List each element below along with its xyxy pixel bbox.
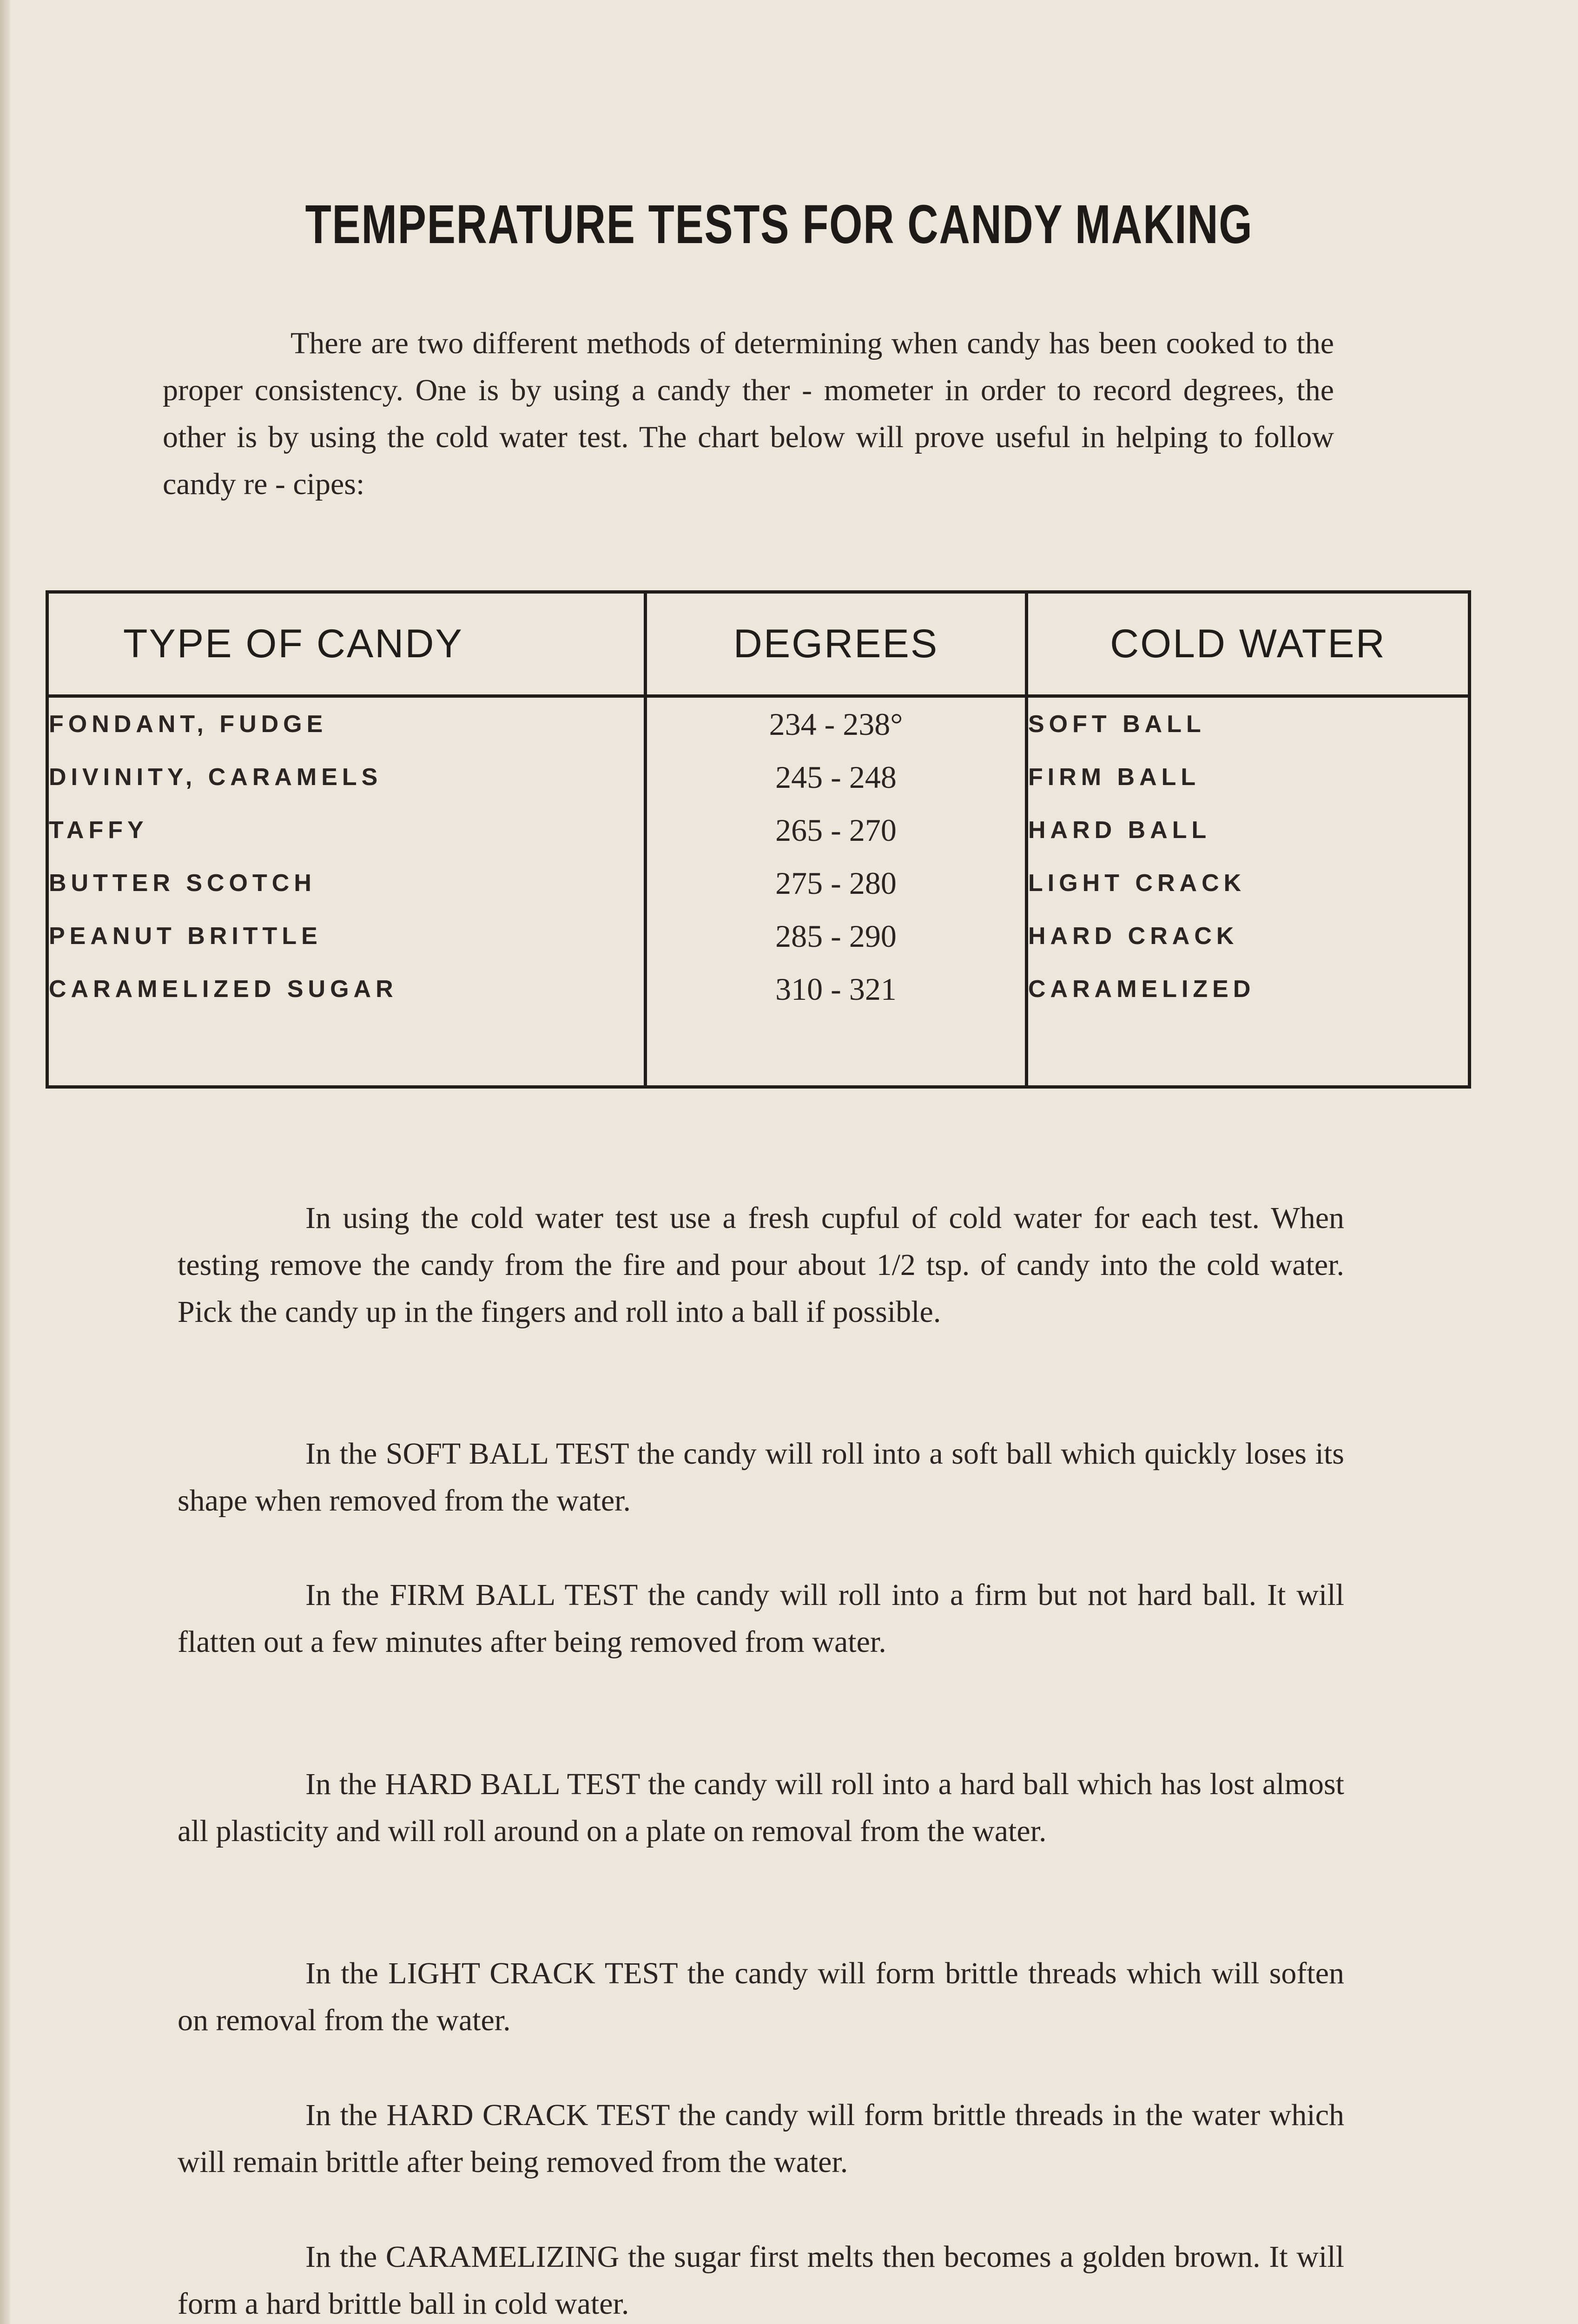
candy-type-cell: CARAMELIZED SUGAR bbox=[49, 976, 398, 1003]
candy-type-cell: FONDANT, FUDGE bbox=[49, 711, 328, 738]
paragraph-light-crack: In the LIGHT CRACK TEST the candy will form brittle threads which will soften on removal from the water. bbox=[178, 1956, 1344, 2037]
table-header-row bbox=[47, 592, 1470, 696]
cold-water-cell: FIRM BALL bbox=[1028, 764, 1201, 791]
header-type-of-candy: TYPE OF CANDY bbox=[47, 592, 646, 696]
page-title: TEMPERATURE TESTS FOR CANDY MAKING bbox=[305, 194, 1253, 255]
paragraph-caramelizing: In the CARAMELIZING the sugar first melts then becomes a golden brown. It will form a hard brittle ball in cold water. bbox=[178, 2240, 1344, 2321]
cold-water-cell: CARAMELIZED bbox=[1028, 976, 1255, 1003]
paragraph-soft-ball: In the SOFT BALL TEST the candy will roll into a soft ball which quickly loses its shape when removed from the water. bbox=[178, 1437, 1344, 1518]
candy-type-cell: TAFFY bbox=[49, 817, 148, 844]
header-cold-water: COLD WATER bbox=[1027, 592, 1470, 696]
cold-water-column bbox=[1027, 696, 1470, 1087]
page-edge bbox=[0, 0, 10, 2324]
paragraph-firm-ball: In the FIRM BALL TEST the candy will roll into a firm but not hard ball. It will flatten out a few minutes after being removed from water. bbox=[178, 1578, 1344, 1659]
candy-temperature-table bbox=[46, 590, 1471, 1089]
degrees-column bbox=[646, 696, 1027, 1087]
candy-type-cell: BUTTER SCOTCH bbox=[49, 870, 316, 897]
cold-water-cell: SOFT BALL bbox=[1028, 711, 1206, 738]
cold-water-cell: LIGHT CRACK bbox=[1028, 870, 1246, 897]
degrees-cell: 275 - 280 bbox=[775, 865, 897, 901]
paragraph-cold-water-test: In using the cold water test use a fresh cupful of cold water for each test. When testing remove the candy from the fire and pour about 1/2 tsp. of candy into the cold water. Pick the candy up in the fingers and roll into a ball if possible. bbox=[178, 1201, 1344, 1329]
table-body-row bbox=[47, 696, 1470, 1087]
paragraph-hard-ball: In the HARD BALL TEST the candy will roll into a hard ball which has lost almost all plasticity and will roll around on a plate on removal from the water. bbox=[178, 1767, 1344, 1848]
candy-type-cell: PEANUT BRITTLE bbox=[49, 923, 322, 950]
paragraph-hard-crack: In the HARD CRACK TEST the candy will form brittle threads in the water which will remain brittle after being removed from the water. bbox=[178, 2098, 1344, 2179]
degrees-cell: 285 - 290 bbox=[775, 918, 897, 954]
candy-type-cell: DIVINITY, CARAMELS bbox=[49, 764, 383, 791]
intro-paragraph: There are two different methods of determining when candy has been cooked to the proper consistency. One is by using a candy ther - mometer in order to record degrees, the other is by using the cold water test. The chart below will prove useful in helping to follow candy re - cipes: bbox=[163, 326, 1334, 501]
degrees-cell: 310 - 321 bbox=[775, 971, 897, 1007]
degrees-cell: 234 - 238° bbox=[769, 706, 903, 742]
degrees-cell: 245 - 248 bbox=[775, 759, 897, 795]
cold-water-cell: HARD BALL bbox=[1028, 817, 1211, 844]
degrees-cell: 265 - 270 bbox=[775, 812, 897, 848]
cold-water-cell: HARD CRACK bbox=[1028, 923, 1239, 950]
header-degrees: DEGREES bbox=[646, 592, 1027, 696]
candy-type-column bbox=[47, 696, 646, 1087]
